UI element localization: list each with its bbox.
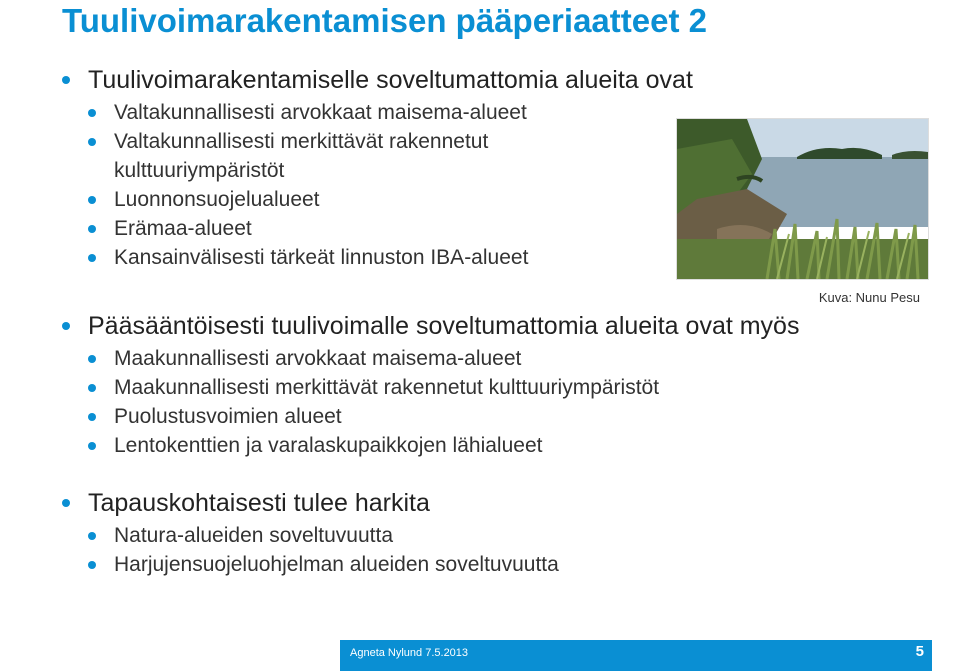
- section3-heading: Tapauskohtaisesti tulee harkita: [62, 487, 559, 519]
- bullet-icon: [88, 225, 96, 233]
- bullet-icon: [88, 442, 96, 450]
- list-item: Maakunnallisesti arvokkaat maisema-alueet: [62, 344, 799, 373]
- shoreline-photo: [676, 118, 929, 280]
- bullet-icon: [88, 109, 96, 117]
- list-item: Kansainvälisesti tärkeät linnuston IBA-alueet: [62, 243, 693, 272]
- bullet-icon: [88, 254, 96, 262]
- list-item: Puolustusvoimien alueet: [62, 402, 799, 431]
- bullet-icon: [62, 499, 70, 507]
- list-item: Valtakunnallisesti merkittävät rakennetut: [62, 127, 693, 156]
- section1-heading: Tuulivoimarakentamiselle soveltumattomia alueita ovat: [62, 64, 693, 96]
- photo-caption: Kuva: Nunu Pesu: [818, 290, 920, 305]
- bullet-icon: [88, 355, 96, 363]
- list-item: Maakunnallisesti merkittävät rakennetut kulttuuriympäristöt: [62, 373, 799, 402]
- page-number: 5: [915, 643, 924, 660]
- bullet-icon: [88, 561, 96, 569]
- section-mainly-unsuitable-areas: [62, 310, 799, 460]
- list-item: Valtakunnallisesti arvokkaat maisema-alueet: [62, 98, 693, 127]
- list-item-continuation: kulttuuriympäristöt: [114, 159, 285, 182]
- landscape-illustration: [677, 119, 928, 279]
- bullet-icon: [88, 532, 96, 540]
- list-item: Erämaa-alueet: [62, 214, 693, 243]
- bullet-icon: [88, 413, 96, 421]
- list-item: Luonnonsuojelualueet: [62, 185, 693, 214]
- section-unsuitable-areas: [62, 64, 693, 272]
- section2-heading: Pääsääntöisesti tuulivoimalle soveltumattomia alueita ovat myös: [62, 310, 799, 342]
- bullet-icon: [88, 138, 96, 146]
- list-item: Lentokenttien ja varalaskupaikkojen lähialueet: [62, 431, 799, 460]
- bullet-icon: [62, 322, 70, 330]
- bullet-icon: [88, 196, 96, 204]
- section-case-by-case: [62, 487, 559, 579]
- footer-author-date: Agneta Nylund 7.5.2013: [350, 647, 469, 659]
- list-item: Harjujensuojeluohjelman alueiden soveltuvuutta: [62, 550, 559, 579]
- bullet-icon: [62, 76, 70, 84]
- list-item: Natura-alueiden soveltuvuutta: [62, 521, 559, 550]
- bullet-icon: [88, 384, 96, 392]
- slide-title: Tuulivoimarakentamisen pääperiaatteet 2: [62, 2, 707, 39]
